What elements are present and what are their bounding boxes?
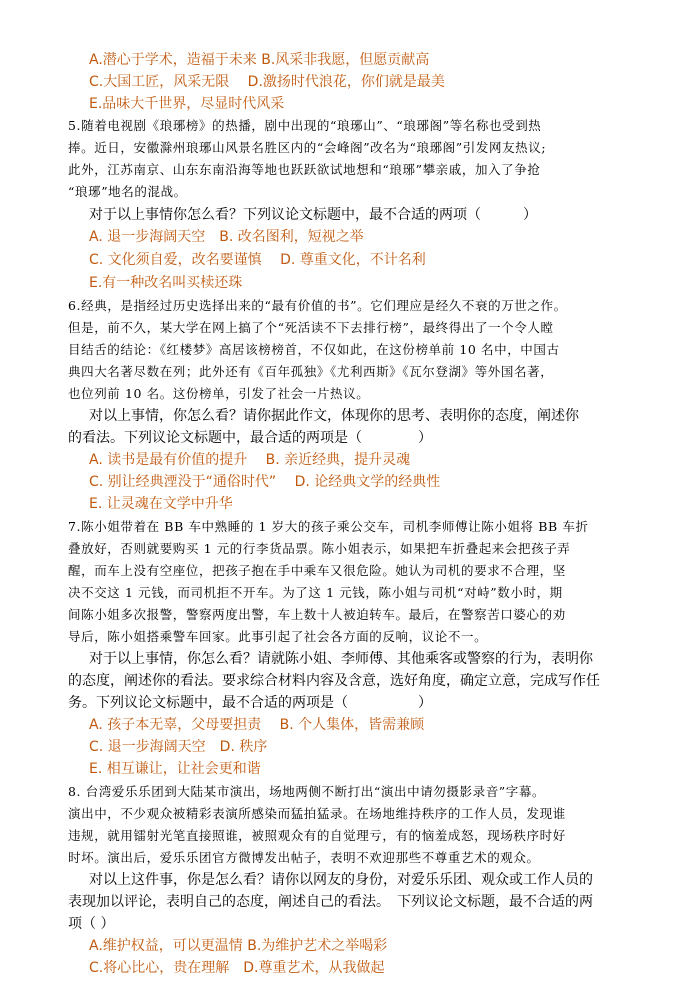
q6-option-cd: C. 别让经典湮没于“通俗时代” D. 论经典文学的经典性: [89, 474, 441, 490]
q8-question-line-1: 对以上这件事，你是怎么看？请你以网友的身份，对爱乐乐团、观众或工作人员的: [89, 872, 593, 888]
q5-question: 对于以上事情你怎么看？下列议论文标题中，最不合适的两项（ ）: [89, 207, 537, 223]
q4-option-e: E.品味大千世界，尽显时代风采: [89, 96, 285, 112]
q7-material-line-1: 7.陈小姐带着在 BB 车中熟睡的 1 岁大的孩子乘公交车，司机李师傅让陈小姐将 BB 车折: [68, 519, 589, 534]
q7-question-line-3: 务。下列议论文标题中，最不合适的两项是（ ）: [68, 695, 432, 711]
q5-material-line-4: “琅琊”地名的混战。: [68, 184, 187, 199]
q8-question-line-2: 表现加以评论，表明自己的态度，阐述自己的看法。 下列议论文标题，最不合适的两: [68, 894, 593, 910]
q6-material-line-3: 目结舌的结论：《红楼梦》高居该榜榜首，不仅如此，在这份榜单前 10 名中，中国古: [68, 342, 560, 357]
q8-material-line-2: 演出中，不少观众被精彩表演所感染而猛拍猛录。在场地维持秩序的工作人员，发现谁: [68, 806, 566, 821]
q8-option-ab: A.维护权益，可以更温情 B.为维护艺术之举喝彩: [89, 938, 388, 954]
q7-option-e: E. 相互谦让，让社会更和谐: [89, 761, 261, 777]
q8-material-line-4: 时坏。演出后，爱乐乐团官方微博发出帖子，表明不欢迎那些不尊重艺术的观众。: [68, 850, 540, 865]
q7-material-line-2: 叠放好，否则就要购买 1 元的行李货品票。陈小姐表示，如果把车折叠起来会把孩子弄: [68, 541, 571, 556]
q5-option-e: E.有一种改名叫买椟还珠: [89, 275, 243, 291]
q7-material-line-6: 导后，陈小姐搭乘警车回家。此事引起了社会各方面的反响，议论不一。: [68, 629, 488, 644]
q7-material-line-5: 间陈小姐多次报警，警察两度出警，车上数十人被迫转车。最后，在警察苦口婆心的劝: [68, 607, 566, 622]
q6-question-line-1: 对以上事情，你怎么看？请你据此作文，体现你的思考、表明你的态度，阐述你: [89, 408, 579, 424]
q7-question-line-2: 的态度，阐述你的看法。要求综合材料内容及含意，选好角度，确定立意，完成写作任: [68, 673, 600, 689]
q6-material-line-4: 典四大名著尽数在列；此外还有《百年孤独》《尤利西斯》《瓦尔登湖》等外国名著，: [68, 364, 554, 379]
q8-option-cd: C.将心比心，贵在理解 D.尊重艺术，从我做起: [89, 960, 385, 976]
q6-option-e: E. 让灵魂在文学中升华: [89, 496, 233, 512]
q6-material-line-2: 但是，前不久，某大学在网上搞了个“死活读不下去排行榜”，最终得出了一个令人瞠: [68, 320, 554, 335]
q5-material-line-2: 捧。近日，安徽滁州琅琊山风景名胜区内的“会峰阁”改名为“琅琊阁”引发网友热议;: [68, 140, 547, 155]
q7-question-line-1: 对于以上事情，你怎么看？请就陈小姐、李师傅、其他乘客或警察的行为，表明你: [89, 651, 593, 667]
q5-material-line-1: 5.随着电视剧《琅琊榜》的热播，剧中出现的“琅琊山”、“琅琊阁”等名称也受到热: [68, 118, 542, 133]
q6-option-ab: A. 读书是最有价值的提升 B. 亲近经典，提升灵魂: [89, 452, 411, 468]
q8-material-line-3: 违规，就用镭射光笔直接照谁，被照观众有的自觉理亏，有的恼羞成怒，现场秩序时好: [68, 828, 566, 843]
q6-question-line-2: 的看法。下列议论文标题中，最合适的两项是（ ）: [68, 430, 432, 446]
q7-option-ab: A. 孩子本无辜，父母要担责 B. 个人集体，皆需兼顾: [89, 717, 425, 733]
q5-option-ab: A. 退一步海阔天空 B. 改名图利，短视之举: [89, 229, 364, 245]
q4-option-cd: C.大国工匠，风采无限 D.激扬时代浪花，你们就是最美: [89, 74, 445, 90]
q7-material-line-3: 醒，而车上没有空座位，把孩子抱在手中乘车又很危险。她认为司机的要求不合理，坚: [68, 563, 566, 578]
q5-option-cd: C. 文化须自爱，改名要谨慎 D. 尊重文化，不计名利: [89, 252, 426, 268]
q8-question-line-3: 项（ ）: [68, 916, 115, 932]
q7-option-cd: C. 退一步海阔天空 D. 秩序: [89, 739, 268, 755]
q6-material-line-5: 也位列前 10 名。这份榜单，引发了社会一片热议。: [68, 386, 370, 401]
q6-material-line-1: 6.经典，是指经过历史选择出来的“最有价值的书”。它们理应是经久不衰的万世之作。: [68, 298, 567, 313]
q7-material-line-4: 决不交这 1 元钱，而司机拒不开车。为了这 1 元钱，陈小姐与司机“对峙”数小时，期: [68, 585, 563, 600]
q8-material-line-1: 8. 台湾爱乐乐团到大陆某市演出，场地两侧不断打出“演出中请勿摄影录音”字幕。: [68, 784, 546, 799]
q4-option-ab: A.潜心于学术，造福于未来 B.风采非我愿，但愿贡献高: [89, 52, 430, 68]
q5-material-line-3: 此外，江苏南京、山东东南沿海等地也跃跃欲试地想和“琅琊”攀亲戚，加入了争抢: [68, 162, 541, 177]
